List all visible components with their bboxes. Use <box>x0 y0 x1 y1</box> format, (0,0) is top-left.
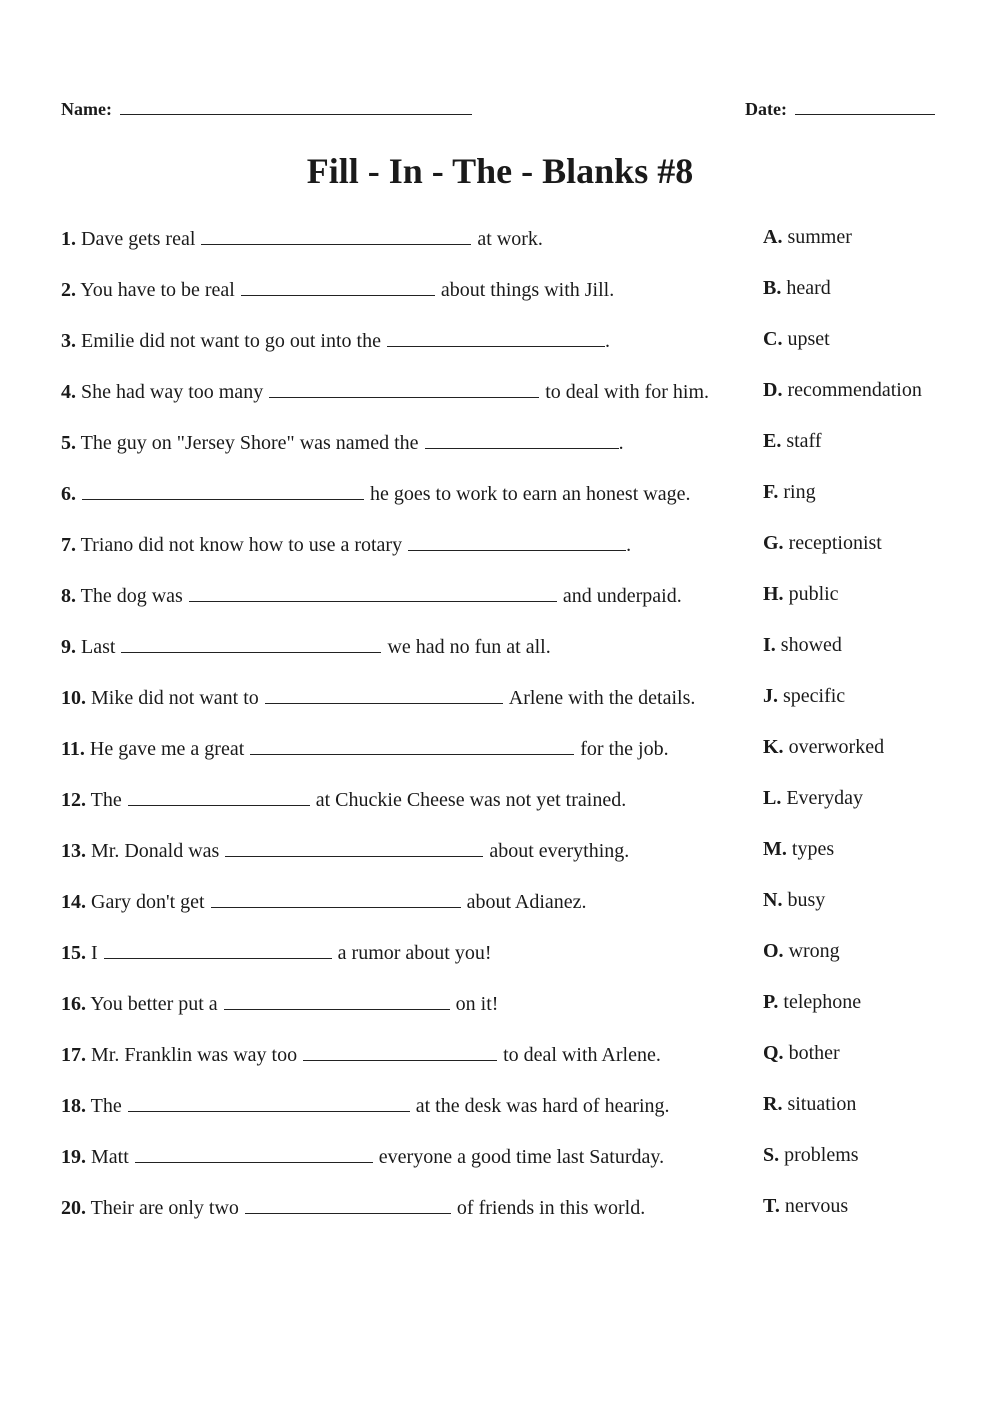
question <box>61 583 682 608</box>
question-text-after: . <box>618 432 624 454</box>
option-word: summer <box>787 226 852 248</box>
answer-blank[interactable] <box>201 226 471 245</box>
option-word: bother <box>788 1042 840 1064</box>
question-number: 14. <box>61 891 86 913</box>
name-label: Name: <box>61 99 112 119</box>
answer-blank[interactable] <box>211 889 461 908</box>
option-letter: B. <box>763 277 782 299</box>
question-number: 4. <box>61 381 76 403</box>
answer-option <box>763 889 825 912</box>
option-word: public <box>788 583 839 605</box>
option-letter: K. <box>763 736 784 758</box>
answer-blank[interactable] <box>82 481 364 500</box>
answer-blank[interactable] <box>241 277 435 296</box>
name-blank[interactable] <box>120 98 472 115</box>
answer-option <box>763 736 884 759</box>
answer-blank[interactable] <box>303 1042 497 1061</box>
answer-option <box>763 1042 840 1065</box>
name-field <box>61 98 472 120</box>
question <box>61 685 695 710</box>
question-text-before: You have to be real <box>80 279 235 301</box>
question-row <box>0 834 1000 885</box>
option-word: overworked <box>788 736 885 758</box>
question-number: 10. <box>61 687 86 709</box>
question-number: 3. <box>61 330 76 352</box>
question-text-after: we had no fun at all. <box>387 636 551 658</box>
question <box>61 481 690 506</box>
question-text-after: for the job. <box>580 738 669 760</box>
question-row <box>0 1038 1000 1089</box>
option-word: nervous <box>784 1195 849 1217</box>
answer-option <box>763 583 839 606</box>
question <box>61 940 492 965</box>
question-number: 18. <box>61 1095 86 1117</box>
question-text-after: about everything. <box>489 840 630 862</box>
question-text-after: about Adianez. <box>466 891 587 913</box>
question <box>61 1144 664 1169</box>
answer-option <box>763 634 842 657</box>
question-text-after: and underpaid. <box>562 585 682 607</box>
question-text-after: . <box>626 534 632 556</box>
question-text-before: You better put a <box>90 993 218 1015</box>
answer-blank[interactable] <box>121 634 381 653</box>
question-number: 8. <box>61 585 76 607</box>
answer-blank[interactable] <box>104 940 332 959</box>
question-text-before: Gary don't get <box>91 891 205 913</box>
question-row <box>0 324 1000 375</box>
option-letter: S. <box>763 1144 780 1166</box>
question-text-after: everyone a good time last Saturday. <box>378 1146 665 1168</box>
question-text-after: at Chuckie Cheese was not yet trained. <box>315 789 627 811</box>
option-letter: N. <box>763 889 783 911</box>
question-number: 20. <box>61 1197 86 1219</box>
question-text-after: Arlene with the details. <box>508 687 696 709</box>
option-letter: O. <box>763 940 784 962</box>
option-letter: D. <box>763 379 783 401</box>
question-row <box>0 273 1000 324</box>
question <box>61 532 631 557</box>
question-text-before: He gave me a great <box>89 738 245 760</box>
answer-option <box>763 787 863 810</box>
answer-option <box>763 226 852 249</box>
question-row <box>0 477 1000 528</box>
question <box>61 838 629 863</box>
answer-option <box>763 1195 848 1218</box>
question-text-after: to deal with for him. <box>545 381 710 403</box>
option-letter: H. <box>763 583 784 605</box>
answer-option <box>763 532 882 555</box>
question-text-after: of friends in this world. <box>456 1197 646 1219</box>
option-letter: E. <box>763 430 782 452</box>
question <box>61 379 709 404</box>
option-word: Everyday <box>786 787 863 809</box>
option-letter: A. <box>763 226 783 248</box>
question-text-before: She had way too many <box>81 381 264 403</box>
answer-blank[interactable] <box>128 787 310 806</box>
question <box>61 1093 670 1118</box>
option-letter: Q. <box>763 1042 784 1064</box>
question-row <box>0 528 1000 579</box>
question-text-before: Mr. Franklin was way too <box>91 1044 298 1066</box>
question-text-after: a rumor about you! <box>337 942 492 964</box>
option-letter: G. <box>763 532 784 554</box>
answer-blank[interactable] <box>265 685 503 704</box>
answer-blank[interactable] <box>269 379 539 398</box>
option-word: showed <box>780 634 842 656</box>
question-number: 12. <box>61 789 86 811</box>
answer-option <box>763 838 834 861</box>
answer-blank[interactable] <box>425 430 619 449</box>
date-label: Date: <box>745 99 787 119</box>
option-letter: R. <box>763 1093 783 1115</box>
option-word: problems <box>784 1144 859 1166</box>
question-text-before: Emilie did not want to go out into the <box>81 330 381 352</box>
question-text-before: The dog was <box>80 585 183 607</box>
question-number: 9. <box>61 636 76 658</box>
answer-option <box>763 991 861 1014</box>
answer-blank[interactable] <box>250 736 574 755</box>
question-number: 6. <box>61 483 76 505</box>
answer-option <box>763 430 822 453</box>
option-word: situation <box>787 1093 857 1115</box>
question <box>61 1042 661 1067</box>
answer-option <box>763 1144 859 1167</box>
answer-blank[interactable] <box>387 328 605 347</box>
question-text-after: on it! <box>455 993 499 1015</box>
answer-blank[interactable] <box>128 1093 410 1112</box>
answer-option <box>763 328 830 351</box>
question-number: 16. <box>61 993 86 1015</box>
question-text-after: at the desk was hard of hearing. <box>415 1095 670 1117</box>
question-row <box>0 222 1000 273</box>
question-number: 5. <box>61 432 76 454</box>
question <box>61 328 610 353</box>
question-text-before: The <box>90 1095 122 1117</box>
question-row <box>0 681 1000 732</box>
question-row <box>0 630 1000 681</box>
question-text-before: The guy on "Jersey Shore" was named the <box>80 432 419 454</box>
answer-blank[interactable] <box>135 1144 373 1163</box>
option-word: receptionist <box>788 532 882 554</box>
answer-blank[interactable] <box>224 991 450 1010</box>
question-row <box>0 885 1000 936</box>
option-letter: C. <box>763 328 783 350</box>
question-number: 15. <box>61 942 86 964</box>
option-word: wrong <box>788 940 840 962</box>
question-row <box>0 936 1000 987</box>
option-letter: M. <box>763 838 787 860</box>
question-text-before: Last <box>81 636 116 658</box>
question <box>61 277 614 302</box>
answer-option <box>763 379 922 402</box>
option-word: upset <box>787 328 830 350</box>
question <box>61 991 498 1016</box>
option-letter: L. <box>763 787 782 809</box>
question-text-after: at work. <box>477 228 543 250</box>
question-text-before: Mike did not want to <box>91 687 259 709</box>
answer-blank[interactable] <box>189 583 557 602</box>
option-letter: T. <box>763 1195 780 1217</box>
question <box>61 634 551 659</box>
answer-option <box>763 277 831 300</box>
question-text-after: about things with Jill. <box>440 279 615 301</box>
question-row <box>0 783 1000 834</box>
question-text-after: . <box>604 330 610 352</box>
date-blank[interactable] <box>795 98 935 115</box>
question-number: 11. <box>61 738 85 760</box>
question-row <box>0 1140 1000 1191</box>
question <box>61 787 626 812</box>
option-word: heard <box>786 277 831 299</box>
question-row <box>0 987 1000 1038</box>
question-text-after: to deal with Arlene. <box>503 1044 661 1066</box>
question-text-before: Triano did not know how to use a rotary <box>80 534 403 556</box>
option-word: recommendation <box>787 379 922 401</box>
option-word: types <box>791 838 835 860</box>
question-row <box>0 732 1000 783</box>
question-row <box>0 1191 1000 1242</box>
answer-blank[interactable] <box>245 1195 451 1214</box>
question-row <box>0 375 1000 426</box>
option-letter: J. <box>763 685 778 707</box>
question-row <box>0 1089 1000 1140</box>
question-text-before: Dave gets real <box>81 228 196 250</box>
question <box>61 430 624 455</box>
option-word: telephone <box>783 991 862 1013</box>
question-number: 19. <box>61 1146 86 1168</box>
option-letter: P. <box>763 991 779 1013</box>
answer-option <box>763 685 845 708</box>
question-number: 1. <box>61 228 76 250</box>
question-row <box>0 579 1000 630</box>
question-list <box>0 222 1000 1242</box>
option-word: ring <box>783 481 816 503</box>
question-number: 2. <box>61 279 76 301</box>
answer-blank[interactable] <box>225 838 483 857</box>
option-word: specific <box>783 685 846 707</box>
question-number: 13. <box>61 840 86 862</box>
option-letter: F. <box>763 481 779 503</box>
question-text-before: Mr. Donald was <box>91 840 220 862</box>
answer-option <box>763 940 840 963</box>
question <box>61 1195 645 1220</box>
page-title: Fill - In - The - Blanks #8 <box>306 151 694 191</box>
question-text-before: Their are only two <box>90 1197 239 1219</box>
option-word: busy <box>787 889 826 911</box>
question-text-before: I <box>91 942 98 964</box>
question-text-before: The <box>90 789 122 811</box>
date-field <box>745 98 935 120</box>
question-number: 17. <box>61 1044 86 1066</box>
question <box>61 736 669 761</box>
question-text-after: he goes to work to earn an honest wage. <box>370 483 691 505</box>
question <box>61 889 587 914</box>
answer-blank[interactable] <box>408 532 626 551</box>
question-text-before: Matt <box>91 1146 129 1168</box>
answer-option <box>763 481 816 504</box>
question-number: 7. <box>61 534 76 556</box>
answer-option <box>763 1093 856 1116</box>
question-row <box>0 426 1000 477</box>
question <box>61 226 543 251</box>
option-letter: I. <box>763 634 776 656</box>
option-word: staff <box>786 430 822 452</box>
